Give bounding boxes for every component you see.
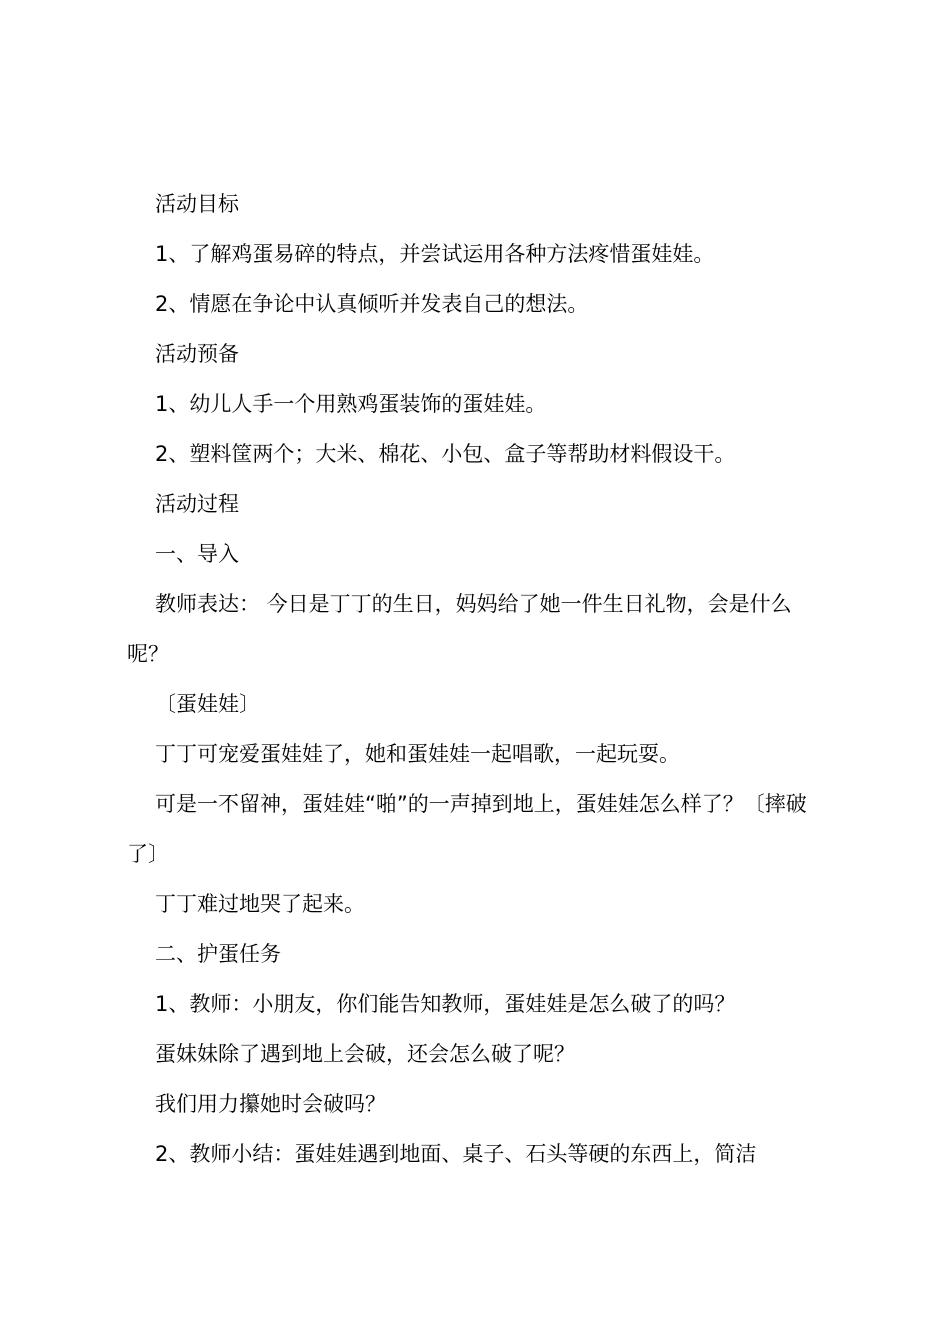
preparation-item-1: 1、幼儿人手一个用熟鸡蛋装饰的蛋娃娃。: [155, 392, 547, 416]
task-item-1: 1、教师：小朋友，你们能告知教师，蛋娃娃是怎么破了的吗？: [155, 992, 736, 1016]
paragraph-dingding-cry: 丁丁难过地哭了起来。: [155, 892, 365, 916]
paragraph-egg-doll: 〔蛋娃娃〕: [155, 692, 260, 716]
heading-activity-process: 活动过程: [155, 492, 239, 516]
section-heading-intro: 一、导入: [155, 542, 239, 566]
paragraph-squeeze-question: 我们用力攥她时会破吗？: [155, 1092, 386, 1116]
heading-activity-preparation: 活动预备: [155, 342, 239, 366]
paragraph-dingding-play: 丁丁可宠爱蛋娃娃了，她和蛋娃娃一起唱歌，一起玩耍。: [155, 742, 680, 766]
section-heading-egg-task: 二、护蛋任务: [155, 942, 281, 966]
heading-activity-goals: 活动目标: [155, 192, 239, 216]
document-body: [127, 179, 833, 1179]
paragraph-egg-fall: 可是一不留神，蛋娃娃“啪”的一声掉到地上，蛋娃娃怎么样了？〔摔破了〕: [127, 792, 807, 866]
goal-item-2: 2、情愿在争论中认真倾听并发表自己的想法。: [155, 292, 589, 316]
task-item-2: 2、教师小结：蛋娃娃遇到地面、桌子、石头等硬的东西上，简洁: [155, 1142, 757, 1166]
goal-item-1: 1、了解鸡蛋易碎的特点，并尝试运用各种方法疼惜蛋娃娃。: [155, 242, 715, 266]
paragraph-teacher-narration: 教师表达： 今日是丁丁的生日，妈妈给了她一件生日礼物，会是什么呢？: [127, 592, 792, 666]
preparation-item-2: 2、塑料筐两个；大米、棉花、小包、盒子等帮助材料假设干。: [155, 442, 736, 466]
paragraph-other-ways: 蛋妹妹除了遇到地上会破，还会怎么破了呢？: [155, 1042, 575, 1066]
